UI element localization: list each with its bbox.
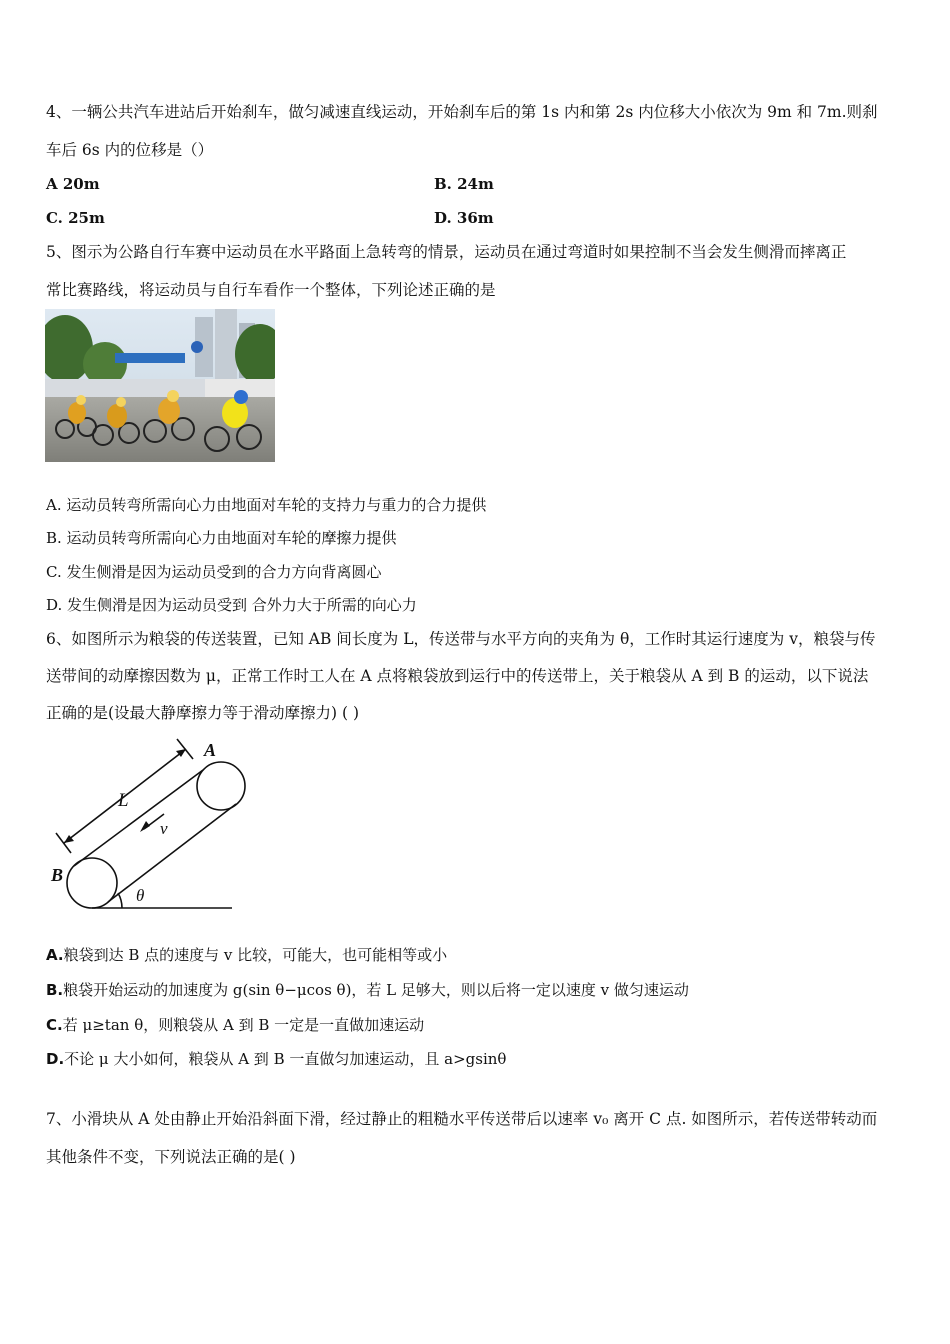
- label-v: v: [160, 819, 168, 838]
- q4-option-b: B. 24m: [434, 175, 494, 193]
- conveyor-belt-diagram: [40, 735, 270, 920]
- cycling-race-photo: [45, 309, 275, 462]
- q6-option-b-letter: B.: [46, 981, 64, 999]
- q6-stem-line1: 6、如图所示为粮袋的传送装置，已知 AB 间长度为 L，传送带与水平方向的夹角为 θ，工作时其运行速度为 v，粮袋与传: [46, 630, 876, 648]
- q6-option-d: [46, 1049, 506, 1069]
- q4-stem-line2: 车后 6s 内的位移是（）: [46, 141, 214, 159]
- q4-option-d: D. 36m: [434, 209, 494, 227]
- q6-option-b-text: 粮袋开始运动的加速度为 g(sin θ−μcos θ)，若 L 足够大，则以后将一定以速度 v 做匀速运动: [63, 981, 689, 999]
- label-a: A: [204, 740, 217, 760]
- q6-option-c: [46, 1015, 424, 1035]
- q7-stem-line1: 7、小滑块从 A 处由静止开始沿斜面下滑，经过静止的粗糙水平传送带后以速率 v₀ 离开 C 点. 如图所示，若传送带转动而: [46, 1110, 878, 1128]
- q5-option-b: B. 运动员转弯所需向心力由地面对车轮的摩擦力提供: [46, 529, 397, 547]
- q6-stem-line3: 正确的是(设最大静摩擦力等于滑动摩擦力) ( ): [46, 704, 360, 722]
- q6-option-a-text: 粮袋到达 B 点的速度与 v 比较，可能大，也可能相等或小: [63, 946, 448, 964]
- q6-option-a: [46, 945, 447, 965]
- q4-option-a: A 20m: [46, 175, 100, 193]
- q6-option-a-letter: A.: [46, 946, 64, 964]
- q4-stem-line1: 4、一辆公共汽车进站后开始刹车，做匀减速直线运动，开始刹车后的第 1s 内和第 2s 内位移大小依次为 9m 和 7m.则刹: [46, 103, 878, 121]
- label-b: B: [51, 865, 64, 885]
- q5-stem-line1: 5、图示为公路自行车赛中运动员在水平路面上急转弯的情景，运动员在通过弯道时如果控制不当会发生侧滑而摔离正: [46, 243, 847, 261]
- q6-option-c-text: 若 μ≥tan θ，则粮袋从 A 到 B 一定是一直做加速运动: [62, 1016, 425, 1034]
- q4-option-c: C. 25m: [46, 209, 105, 227]
- q6-option-c-letter: C.: [46, 1016, 63, 1034]
- q6-stem-line2: 送带间的动摩擦因数为 μ，正常工作时工人在 A 点将粮袋放到运行中的传送带上，关于粮袋从 A 到 B 的运动，以下说法: [46, 667, 869, 685]
- q6-option-d-letter: D.: [46, 1050, 65, 1068]
- label-l: L: [118, 790, 129, 811]
- q6-option-b: [46, 980, 689, 1000]
- q5-option-d: D. 发生侧滑是因为运动员受到 合外力大于所需的向心力: [46, 596, 417, 614]
- label-theta: θ: [136, 886, 145, 905]
- q5-option-c: C. 发生侧滑是因为运动员受到的合力方向背离圆心: [46, 563, 382, 581]
- q7-stem-line2: 其他条件不变，下列说法正确的是( ): [46, 1148, 296, 1166]
- q6-option-d-text: 不论 μ 大小如何，粮袋从 A 到 B 一直做匀加速运动，且 a>gsinθ: [64, 1050, 507, 1068]
- q5-option-a: A. 运动员转弯所需向心力由地面对车轮的支持力与重力的合力提供: [46, 496, 487, 514]
- q5-stem-line2: 常比赛路线，将运动员与自行车看作一个整体，下列论述正确的是: [46, 281, 496, 299]
